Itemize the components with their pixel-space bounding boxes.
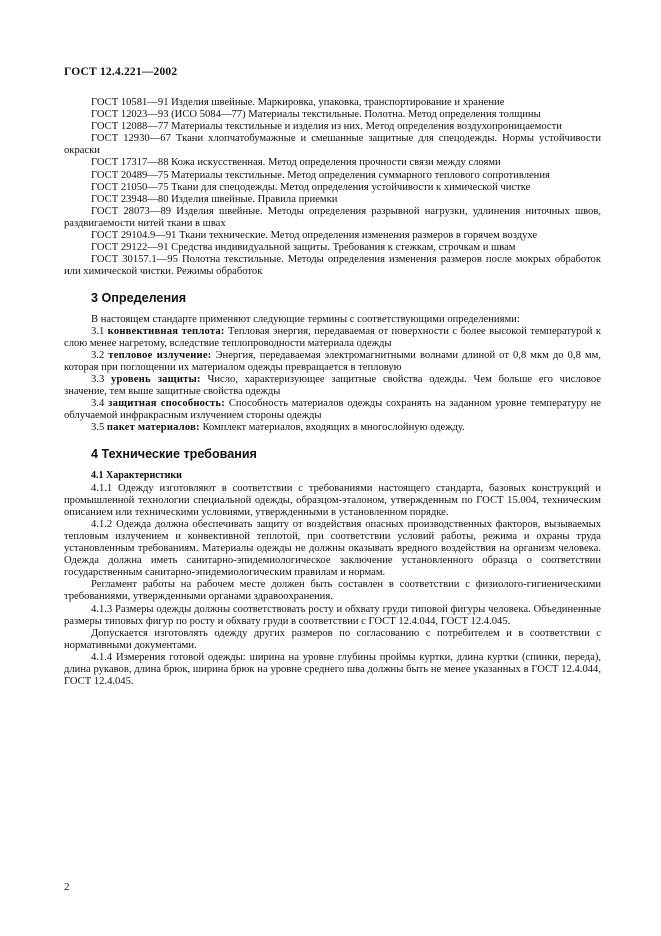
definition-term: уровень защиты: <box>111 373 201 385</box>
definition-item <box>64 398 601 422</box>
definition-term: тепловое излучение: <box>108 349 212 361</box>
definition-text: Энергия, передаваемая электромагнитными волнами длиной от 0,8 мкм до 0,8 мм, которая при поглощении их материалом одежды превращается в тепловую <box>64 349 601 373</box>
requirement-paragraph: Регламент работы на рабочем месте должен быть составлен в соответствии с физиолого-гигиеническими требованиями, утвержденными органами здравоохранения. <box>64 579 601 603</box>
section-4-heading: 4 Технические требования <box>91 447 257 462</box>
subsection-4-1-heading: 4.1 Характеристики <box>91 469 182 481</box>
definitions-intro: В настоящем стандарте применяют следующие термины с соответствующими определениями: <box>91 313 520 325</box>
page-content <box>64 97 601 688</box>
definition-term: конвективная теплота: <box>107 325 225 337</box>
reference-item: ГОСТ 28073—89 Изделия швейные. Методы определения разрывной нагрузки, удлинения ниточных швов, раздвигаемости нитей ткани в швах <box>64 205 601 229</box>
reference-item: ГОСТ 12088—77 Материалы текстильные и изделия из них. Метод определения воздухопроницаемости <box>91 121 562 133</box>
definition-term: защитная способность: <box>108 398 225 410</box>
section-3-heading: 3 Определения <box>91 291 187 306</box>
requirement-paragraph: 4.1.4 Измерения готовой одежды: ширина на уровне глубины проймы куртки, длина куртки (спинки, переда), длина рукавов, длина брюк, ширина брюк на уровне среднего шва должны быть не менее указанных в ГОСТ 12.4.044, ГОСТ 12.4.045. <box>64 651 601 688</box>
requirement-paragraph: 4.1.3 Размеры одежды должны соответствовать росту и обхвату груди типовой фигуры человека. Объединенные размеры типовых фигур по росту и обхвату груди в соответствии с ГОСТ 12.4.044, ГОСТ 12.4.045. <box>64 603 601 627</box>
definition-number: 3.4 <box>91 398 105 410</box>
definition-number: 3.3 <box>91 373 105 385</box>
reference-item: ГОСТ 23948—80 Изделия швейные. Правила приемки <box>91 193 338 205</box>
definition-term: пакет материалов: <box>106 422 200 434</box>
definition-text: Тепловая энергия, передаваемая от поверхности с более высокой температурой к слою менее нагретому, вследствие теплопроводности материала одежды <box>64 325 601 349</box>
definition-text: Число, характеризующее защитные свойства одежды. Чем больше его числовое значение, тем выше защитные свойства одежды <box>64 373 602 398</box>
requirement-paragraph: 4.1.2 Одежда должна обеспечивать защиту от воздействия опасных производственных факторов, вызываемых тепловым излучением и конвективной теплотой, при соответствии условий работы, режима и охраны труда установленным требованиям. Материалы одежды не должны оказывать вредного воздействия на организм человека. Одежда должна иметь санитарно-эпидемиологическое заключение установленного образца о соответствии государственным санитарно-эпидемиологическим правилам и нормам. <box>64 518 601 579</box>
document-id: ГОСТ 12.4.221—2002 <box>64 66 178 78</box>
definition-text: Комплект материалов, входящих в многослойную одежду. <box>202 422 465 434</box>
definition-number: 3.2 <box>91 349 105 361</box>
definition-item <box>64 350 601 374</box>
reference-item: ГОСТ 29122—91 Средства индивидуальной защиты. Требования к стежкам, строчкам и швам <box>91 242 516 254</box>
reference-item: ГОСТ 30157.1—95 Полотна текстильные. Методы определения изменения размеров после мокрых обработок или химической чистки. Режимы обработок <box>64 254 601 278</box>
reference-item: ГОСТ 21050—75 Ткани для спецодежды. Метод определения устойчивости к химической чистке <box>91 181 531 193</box>
definition-item <box>64 326 601 350</box>
reference-item: ГОСТ 17317—88 Кожа искусственная. Метод определения прочности связи между слоями <box>91 157 501 169</box>
reference-item: ГОСТ 12023—93 (ИСО 5084—77) Материалы текстильные. Полотна. Метод определения толщины <box>91 109 541 121</box>
reference-item: ГОСТ 12930—67 Ткани хлопчатобумажные и смешанные защитные для спецодежды. Нормы устойчивости окраски <box>64 133 601 157</box>
page-number: 2 <box>64 881 70 893</box>
reference-item: ГОСТ 29104.9—91 Ткани технические. Метод определения изменения размеров в горячем воздухе <box>91 230 538 242</box>
definition-item <box>64 374 601 398</box>
definition-item <box>64 422 601 434</box>
definition-text: Способность материалов одежды сохранять на заданном уровне температуру не облучаемой инфракрасным излучением стороны одежды <box>64 398 602 422</box>
reference-item: ГОСТ 20489—75 Материалы текстильные. Метод определения суммарного теплового сопротивления <box>91 169 550 181</box>
reference-item: ГОСТ 10581—91 Изделия швейные. Маркировка, упаковка, транспортирование и хранение <box>91 97 505 108</box>
definition-number: 3.5 <box>91 422 105 434</box>
definition-number: 3.1 <box>91 325 105 337</box>
reference-list <box>64 97 601 278</box>
requirement-paragraph: Допускается изготовлять одежду других размеров по согласованию с потребителем и в соответствии с нормативными документами. <box>64 627 601 651</box>
requirement-paragraph: 4.1.1 Одежду изготовляют в соответствии с требованиями настоящего стандарта, базовых конструкций и промышленной технологии специальной одежды, образцом-эталоном, утвержденным по ГОСТ 15.004, техническим описанием или техническими условиями, утвержденными в установленном порядке. <box>64 482 601 518</box>
